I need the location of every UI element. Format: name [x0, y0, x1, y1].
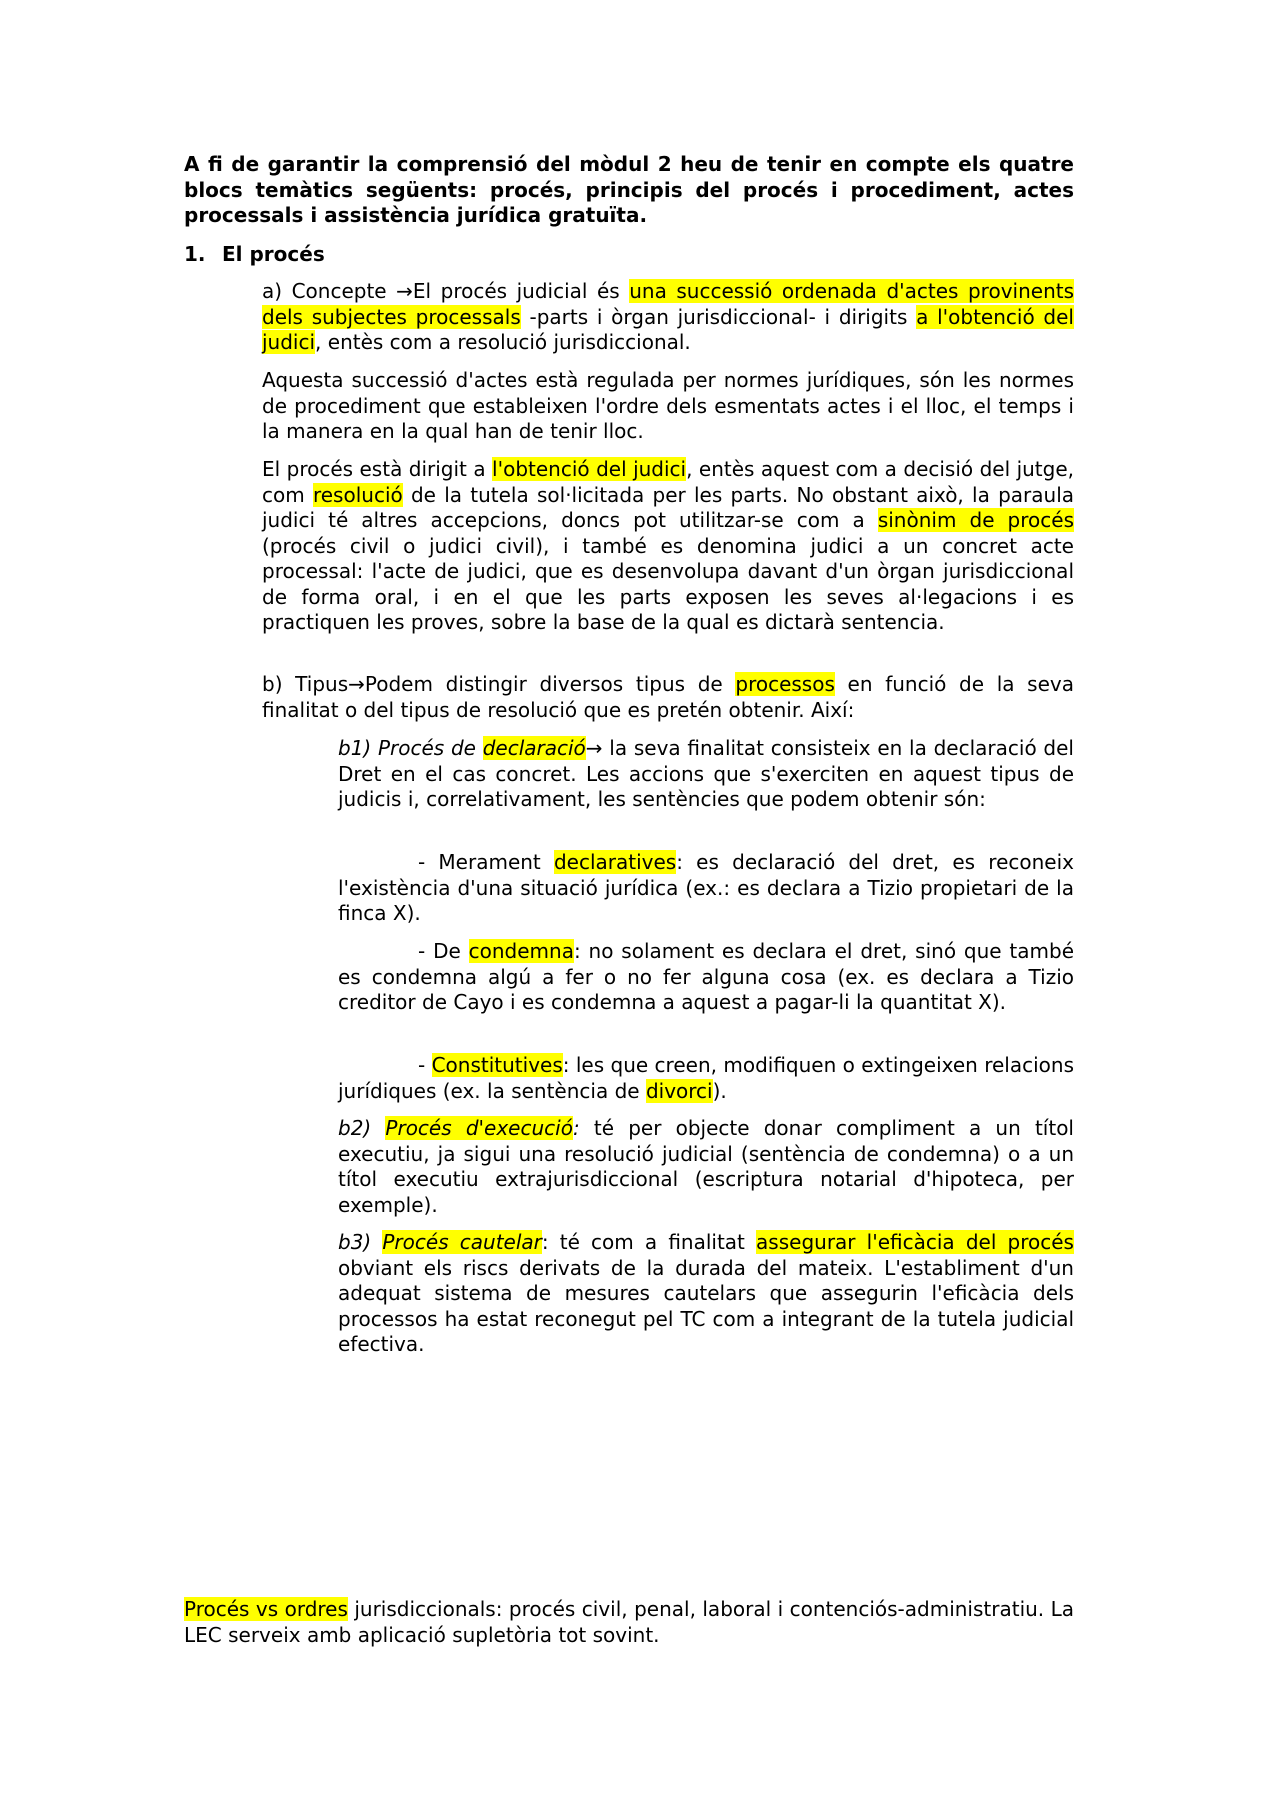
b2-text: té per objecte donar compliment a un títol executiu, ja sigui una resolució judicial (sentència de condemna) o a un títol executiu extrajurisdiccional (escriptura notarial d'hipoteca, per exemple).: [338, 1116, 1074, 1217]
constitutives-text: : les que creen, modifiquen o extingeixen relacions jurídiques (ex. la sentència de: [338, 1053, 1075, 1103]
highlight-text: divorci: [645, 1078, 713, 1103]
highlight-text: a l'obtenció del judici: [262, 304, 1074, 354]
highlight-text: l'obtenció del judici: [492, 457, 687, 481]
b1-paragraph: [338, 736, 1074, 813]
b2-colon: :: [572, 1116, 580, 1140]
arrow-icon: →: [348, 672, 365, 696]
highlight-text: declaratives: [553, 850, 677, 874]
concepte-text: -parts i òrgan jurisdiccional- i dirigits: [520, 304, 917, 329]
b1-label: b1) Procés de: [338, 736, 483, 760]
ordres-text: jurisdiccionals: procés civil, penal, laboral i contenciós-administratiu. La LEC serveix amb aplicació supletòria tot sovint.: [184, 1597, 1074, 1647]
arrow-icon: →: [396, 279, 413, 303]
concepte-label: a) Concepte: [262, 279, 397, 303]
dirigit-text: (procés civil o judici civil), i també es denomina judici a un concret acte processal: l'acte de judici, que es desenvolupa davant d'un òrgan jurisdiccional de forma oral, i en el que les parts exposen les seves al·legacions i es practiquen les proves, sobre la base de la qual es dictarà sentencia.: [262, 533, 1074, 634]
highlight-text: Procés cautelar: [382, 1230, 542, 1254]
b3-label: b3): [338, 1230, 383, 1254]
tipus-label: b) Tipus: [262, 672, 349, 696]
highlight-text: resolució: [312, 482, 403, 507]
highlight-text: Procés d'execució: [385, 1116, 573, 1140]
highlight-text: una successió ordenada d'actes provinents dels subjectes processals: [262, 279, 1075, 329]
highlight-text: Procés vs ordres: [184, 1597, 348, 1621]
concepte-paragraph: [262, 279, 1074, 356]
section-heading: [184, 242, 1084, 268]
merament-text: : es declaració del dret, es reconeix l'existència d'una situació jurídica (ex.: es declara a Tizio propietari de la finca X).: [338, 850, 1074, 925]
intro-paragraph: A fi de garantir la comprensió del mòdul 2 heu de tenir en compte els quatre blocs temàtics següents: procés, principis del procés i procediment, actes processals i assistència jurídica gratuïta.: [184, 152, 1074, 227]
condemna-label: - De: [418, 939, 469, 963]
arrow-icon: →: [585, 736, 603, 760]
concepte-text: El procés judicial és: [412, 279, 630, 303]
highlight-text: Constitutives: [431, 1053, 563, 1077]
dirigit-text: , entès aquest com a decisió del jutge, com: [262, 457, 1075, 507]
b2-label: b2): [338, 1116, 386, 1140]
b2-paragraph: [338, 1116, 1074, 1218]
constitutives-label: -: [418, 1053, 432, 1077]
highlight-text: processos: [735, 672, 835, 696]
merament-paragraph: [338, 850, 1074, 927]
merament-label: - Merament: [418, 850, 554, 874]
b1-text: la seva finalitat consisteix en la declaració del Dret en el cas concret. Les accions que s'exerciten en aquest tipus de judicis i, correlativament, les sentències que podem obtenir són:: [338, 736, 1074, 811]
ordres-paragraph: [184, 1597, 1074, 1648]
dirigit-paragraph: [262, 457, 1074, 636]
regulacio-paragraph: Aquesta successió d'actes està regulada per normes jurídiques, són les normes de procediment que estableixen l'ordre dels esmentats actes i el lloc, el temps i la manera en la qual han de tenir lloc.: [262, 368, 1074, 443]
tipus-text: Podem distingir diversos tipus de: [364, 672, 736, 696]
b3-text: : té com a finalitat: [541, 1230, 757, 1254]
dirigit-text: de la tutela sol·licitada per les parts. No obstant això, la paraula judici té altres accepcions, doncs pot utilitzar-se com a: [262, 482, 1075, 532]
constitutives-paragraph: [338, 1053, 1074, 1104]
highlight-text: declaració: [482, 736, 586, 760]
b3-text: obviant els riscs derivats de la durada del mateix. L'establiment d'un adequat sistema de mesures cautelars que assegurin l'eficàcia dels processos ha estat reconegut pel TC com a integrant de la tutela judicial efectiva.: [338, 1255, 1074, 1356]
b3-paragraph: [338, 1230, 1074, 1358]
dirigit-text: El procés està dirigit a: [262, 457, 493, 481]
tipus-paragraph: [262, 672, 1074, 723]
section-number: 1.: [184, 242, 206, 266]
section-title: El procés: [222, 242, 325, 266]
condemna-paragraph: [338, 939, 1074, 1016]
highlight-text: condemna: [468, 939, 574, 963]
highlight-text: assegurar l'eficàcia del procés: [756, 1230, 1074, 1254]
tipus-text: en funció de la seva finalitat o del tipus de resolució que es pretén obtenir. Així:: [262, 672, 1074, 722]
condemna-text: : no solament es declara el dret, sinó que també es condemna algú a fer o no fer alguna cosa (ex. es declara a Tizio creditor de Cayo i es condemna a aquest a pagar-li la quantitat X).: [338, 939, 1075, 1014]
constitutives-text: ).: [712, 1078, 727, 1103]
concepte-text: , entès com a resolució jurisdiccional.: [315, 330, 691, 354]
highlight-text: sinònim de procés: [877, 508, 1074, 532]
